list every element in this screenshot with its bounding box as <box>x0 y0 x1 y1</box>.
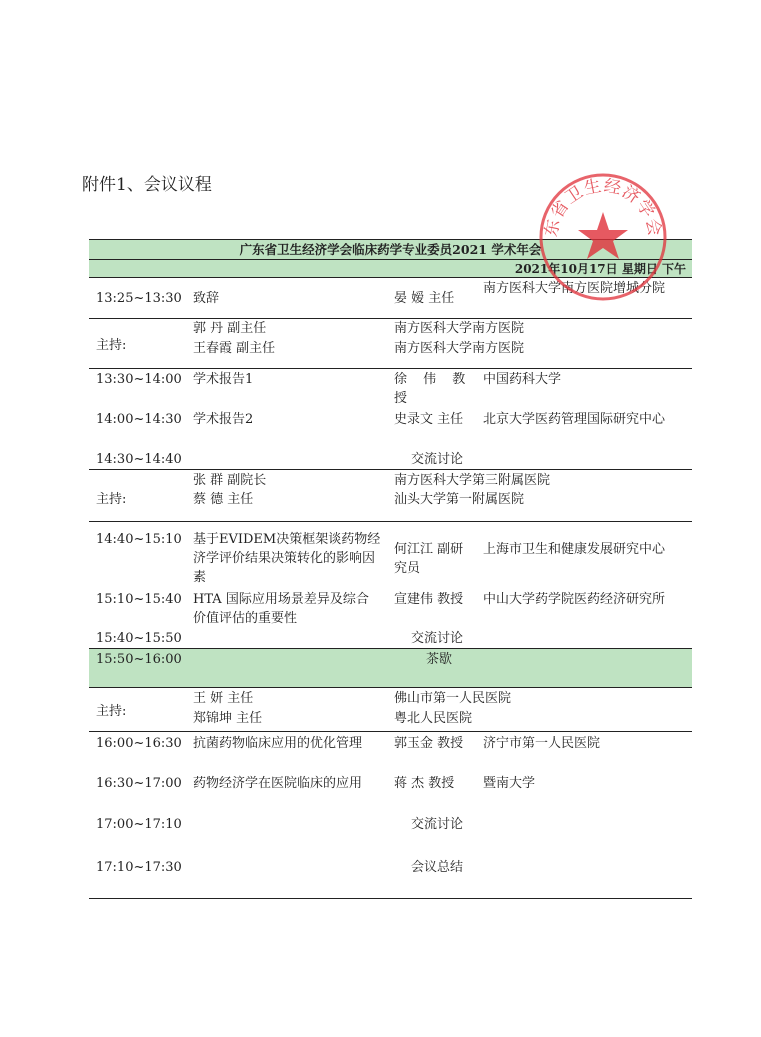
row-topic: 茶歇 <box>426 652 453 667</box>
row-topic: 学术报告2 <box>193 412 254 427</box>
svg-text:东省卫生经济学会: 东省卫生经济学会 <box>541 176 665 239</box>
host-name: 王 妍 主任 <box>193 691 254 706</box>
row-org: 中国药科大学 <box>483 372 562 387</box>
row-org: 南方医科大学南方医院增城分院 <box>483 281 666 296</box>
host-org: 粤北人民医院 <box>394 711 473 726</box>
row-org: 济宁市第一人民医院 <box>483 736 601 751</box>
row-time: 13:30~14:00 <box>96 372 182 387</box>
row-divider <box>89 318 692 319</box>
row-speaker: 史录文 主任 <box>394 412 464 427</box>
agenda-title: 广东省卫生经济学会临床药学专业委员2021 学术年会 <box>89 239 692 259</box>
row-topic: 致辞 <box>193 291 220 306</box>
host-label: 主持: <box>96 492 127 507</box>
page-heading: 附件1、会议议程 <box>82 175 212 195</box>
row-divider <box>89 521 692 522</box>
host-org: 南方医科大学南方医院 <box>394 321 525 336</box>
host-org: 佛山市第一人民医院 <box>394 691 512 706</box>
row-org: 暨南大学 <box>483 776 536 791</box>
row-topic: 会议总结 <box>411 860 464 875</box>
row-time: 16:30~17:00 <box>96 776 182 791</box>
host-name: 郭 丹 副主任 <box>193 321 267 336</box>
row-speaker: 郭玉金 教授 <box>394 736 464 751</box>
agenda-date: 2021年10月17日 星期日 下午 <box>89 259 692 277</box>
row-speaker: 何江江 副研究员 <box>394 542 464 576</box>
host-org: 南方医科大学南方医院 <box>394 341 525 356</box>
host-org: 南方医科大学第三附属医院 <box>394 473 551 488</box>
row-time: 14:30~14:40 <box>96 452 182 467</box>
row-time: 17:00~17:10 <box>96 817 182 832</box>
row-topic: 学术报告1 <box>193 372 254 387</box>
row-speaker: 宣建伟 教授 <box>394 592 464 607</box>
row-time: 14:40~15:10 <box>96 532 182 547</box>
row-topic: 交流讨论 <box>411 452 464 467</box>
row-org: 中山大学药学院医药经济研究所 <box>483 592 666 607</box>
host-label: 主持: <box>96 338 127 353</box>
host-name: 郑锦坤 主任 <box>193 711 263 726</box>
row-topic: 交流讨论 <box>411 631 464 646</box>
row-divider <box>89 687 692 688</box>
row-time: 15:50~16:00 <box>96 652 182 667</box>
row-org: 北京大学医药管理国际研究中心 <box>483 412 666 427</box>
row-divider <box>89 469 692 470</box>
row-speaker: 徐 伟 教授 <box>394 372 472 406</box>
table-bottom-rule <box>89 898 692 899</box>
row-topic: 药物经济学在医院临床的应用 <box>193 776 363 791</box>
row-time: 13:25~13:30 <box>96 291 182 306</box>
row-time: 14:00~14:30 <box>96 412 182 427</box>
row-topic: HTA 国际应用场景差异及综合价值评估的重要性 <box>193 592 369 626</box>
row-topic: 抗菌药物临床应用的优化管理 <box>193 736 363 751</box>
row-org: 上海市卫生和健康发展研究中心 <box>483 542 666 557</box>
row-time: 15:10~15:40 <box>96 592 182 607</box>
row-topic: 交流讨论 <box>411 817 464 832</box>
row-divider <box>89 368 692 369</box>
row-time: 16:00~16:30 <box>96 736 182 751</box>
official-seal-icon <box>538 172 668 302</box>
row-time: 17:10~17:30 <box>96 860 182 875</box>
row-speaker: 晏 嫒 主任 <box>394 291 455 306</box>
host-label: 主持: <box>96 704 127 719</box>
row-topic: 基于EVIDEM决策框架谈药物经济学评价结果决策转化的影响因素 <box>193 532 381 585</box>
host-org: 汕头大学第一附属医院 <box>394 492 525 507</box>
row-divider <box>89 731 692 732</box>
host-name: 蔡 德 主任 <box>193 492 254 507</box>
host-name: 张 群 副院长 <box>193 473 267 488</box>
row-time: 15:40~15:50 <box>96 631 182 646</box>
host-name: 王春霞 副主任 <box>193 341 276 356</box>
row-speaker: 蒋 杰 教授 <box>394 776 455 791</box>
